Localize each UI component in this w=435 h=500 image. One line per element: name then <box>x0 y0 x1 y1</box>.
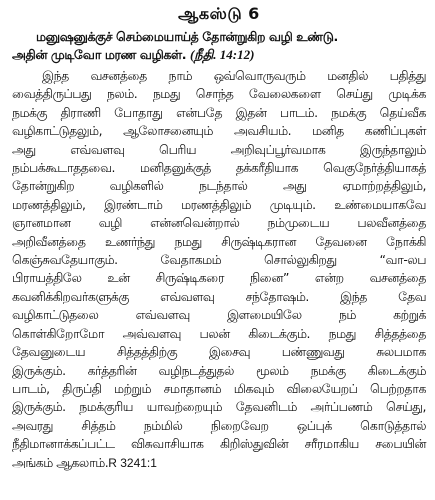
word: நீதிமானாக்கப்பட்ட <box>12 436 115 452</box>
body-line <box>12 306 426 324</box>
word: விசுவாசியாக <box>130 436 204 452</box>
body-line <box>12 251 426 269</box>
word: தோன்றுகிற <box>12 178 75 194</box>
word: ஆலோசனையும் <box>123 123 213 139</box>
word: என்பதே <box>176 104 223 120</box>
word: கற்றுக் <box>393 307 426 323</box>
word: பெரிய <box>159 141 197 157</box>
word: நினை” <box>249 270 289 286</box>
word: நமது <box>152 86 181 102</box>
word: பெற்றதாக <box>369 380 426 396</box>
word: நமக்கு <box>310 362 346 378</box>
word: பிராயத்திலே <box>12 270 82 286</box>
word: சபையின் <box>375 436 426 452</box>
word: சந்தோஷம். <box>245 288 309 304</box>
word: முடியும். <box>269 196 316 212</box>
word: நமது <box>174 233 202 249</box>
word: ஏமாற்றத்திலும், <box>342 178 426 194</box>
word: வேதாகமம் <box>160 252 222 268</box>
word: நோக்கி <box>386 233 426 249</box>
devotional-body <box>12 67 426 472</box>
word: வழி <box>98 215 122 231</box>
word: நம்முடைய <box>267 215 330 231</box>
body-line <box>12 196 426 214</box>
word: செய்து, <box>385 399 426 415</box>
word: மிகவும் <box>233 380 274 396</box>
word: வழிகளில் <box>109 178 164 194</box>
word: தேவனிடம் <box>235 399 297 415</box>
word: விலையேறப் <box>286 380 358 396</box>
word: கவனிக்கிறவர்களுக்கு <box>12 288 129 304</box>
word: சித்தத்திற்கு <box>116 344 178 360</box>
word: இந்த <box>340 288 367 304</box>
body-line <box>12 233 426 251</box>
word: வழிகாட்டுதலும், <box>12 123 103 139</box>
verse-line-1: மனுஷனுக்குச் செம்மையாய்த் தோன்றுகிற வழி உண்டு. <box>36 29 338 44</box>
body-line <box>12 380 426 398</box>
word: அவசியம். <box>233 123 292 139</box>
word: இளமையிலே <box>227 307 302 323</box>
word: வழிகாட்டுதலை <box>12 307 99 323</box>
word: நிறைவேற <box>210 417 269 433</box>
word: திராணி <box>60 104 101 120</box>
word: என்னவென்றால் <box>150 215 240 231</box>
word: மனிதனுக்குத் <box>139 160 211 176</box>
word: போதாது <box>114 104 163 120</box>
body-line <box>12 435 426 453</box>
word: நம் <box>338 307 356 323</box>
word: ஒவ்வொருவரும் <box>213 68 306 83</box>
word: வசனத்தை <box>90 68 147 83</box>
word: இருந்தாலும் <box>359 141 426 157</box>
word: தேவனை <box>315 233 367 249</box>
word: சரீரமாகிய <box>304 436 359 452</box>
word: அறிவுப்பூர்வமாக <box>230 141 326 157</box>
word: மனித <box>312 123 344 139</box>
word: இருக்கும். <box>12 399 66 415</box>
word: கெஞ்சுவதேயாகும். <box>12 252 118 268</box>
body-line <box>12 214 426 232</box>
word: வசனத்தை <box>369 270 426 286</box>
word: சித்தத்தை <box>374 325 426 341</box>
word: நலம். <box>106 86 138 102</box>
word: மரணத்திலும் <box>181 196 252 212</box>
word: அது <box>12 141 36 157</box>
date-heading: ஆகஸ்டு 6 <box>178 4 260 23</box>
body-line <box>12 362 426 380</box>
word: நடந்தால் <box>199 178 248 194</box>
word: உணர்ந்து <box>105 233 155 249</box>
word: அவரது <box>12 417 53 433</box>
verse-line-2-text: அதின் முடிவோ மரண வழிகள். <box>12 47 190 62</box>
word: அவ்வளவு <box>122 325 181 341</box>
word: சுலபமாக <box>376 344 426 360</box>
word: நமக்கு <box>331 104 367 120</box>
word: வேலைகளை <box>248 86 321 102</box>
verse-reference: (நீதி. 14:12) <box>189 47 255 62</box>
word: முடிக்க <box>388 86 426 102</box>
body-line <box>12 269 426 287</box>
body-line <box>12 122 426 140</box>
word: தெய்வீக <box>379 104 426 120</box>
body-line <box>12 325 426 343</box>
body-line <box>12 159 426 177</box>
word: நம்மில் <box>143 417 183 433</box>
body-line <box>12 67 426 85</box>
word: நமக்கு <box>12 104 47 120</box>
word: சொல்லுகிறது <box>264 252 337 268</box>
word: சமாதானம் <box>163 380 222 396</box>
word: கிறிஸ்துவின் <box>219 436 289 452</box>
word: பதித்து <box>389 68 426 83</box>
word: வெகுநேர்த்தியாகத் <box>323 160 426 176</box>
word: நமக்குரிய <box>79 399 133 415</box>
word: சிருஷ்டிகரான <box>221 233 296 249</box>
word: இருக்கும். <box>12 362 66 378</box>
word: சித்தம் <box>81 417 116 433</box>
body-line <box>12 343 426 361</box>
word: திருப்தி <box>62 380 102 396</box>
body-line <box>12 398 426 416</box>
word: தேவ <box>398 288 426 304</box>
word: கொள்கிறோமோ <box>12 325 105 341</box>
word: உன் <box>107 270 130 286</box>
word: யாவற்றையும் <box>146 399 223 415</box>
word: நாம் <box>168 68 192 83</box>
last-line-text: அங்கம் ஆகலாம். <box>12 454 109 470</box>
word: என்ற <box>314 270 344 286</box>
word: கிடைக்கும் <box>367 362 426 378</box>
word: கர்த்தரின் <box>87 362 137 378</box>
word: எவ்வளவு <box>70 141 125 157</box>
word: உண்மையாகவே <box>334 196 426 212</box>
word: அர்ப்பணம் <box>310 399 373 415</box>
body-line <box>12 177 426 195</box>
word: இசைவு <box>208 344 251 360</box>
word: இதன் <box>235 104 267 120</box>
verse-line-2 <box>12 46 426 64</box>
reference-code: R 3241:1 <box>108 455 157 470</box>
body-line <box>12 104 426 122</box>
word: பாடம், <box>12 380 50 396</box>
word: கணிப்புகள் <box>364 123 426 139</box>
word: அது <box>282 178 307 194</box>
word: பலவீனத்தை <box>357 215 426 231</box>
body-line <box>12 417 426 435</box>
word: மூலம் <box>255 362 289 378</box>
word: ஒப்புக் <box>296 417 332 433</box>
word: மனதில் <box>327 68 368 83</box>
body-line <box>12 141 426 159</box>
word: சொந்த <box>195 86 234 102</box>
word: நம்பக்கூடாததவை. <box>12 160 115 176</box>
word: கொடுத்தால் <box>360 417 426 433</box>
word: “வா-லப <box>379 252 426 268</box>
word: பாடம். <box>279 104 318 120</box>
body-line-last <box>12 454 426 472</box>
word: இரண்டாம் <box>104 196 163 212</box>
word: வழிநடத்துதல் <box>158 362 234 378</box>
word: எவ்வளவு <box>160 288 215 304</box>
word: அறிவீனத்தை <box>12 233 86 249</box>
word: நமது <box>328 325 356 341</box>
word: கிடைக்கும். <box>248 325 311 341</box>
word: வைத்திருப்பது <box>12 86 92 102</box>
word: செய்து <box>336 86 373 102</box>
word: ஞானமான <box>12 215 71 231</box>
scripture-verse <box>12 28 426 64</box>
word: தேவனுடைய <box>12 344 86 360</box>
word: பண்ணுவது <box>281 344 345 360</box>
word: மரணத்திலும், <box>12 196 86 212</box>
word: இந்த <box>42 68 69 83</box>
word: எவ்வளவு <box>135 307 190 323</box>
word: மற்றும் <box>114 380 151 396</box>
word: தக்கரீதியாக <box>235 160 299 176</box>
word: பலன் <box>199 325 230 341</box>
word: சிருஷ்டிகரை <box>155 270 224 286</box>
body-line <box>12 85 426 103</box>
body-line <box>12 288 426 306</box>
